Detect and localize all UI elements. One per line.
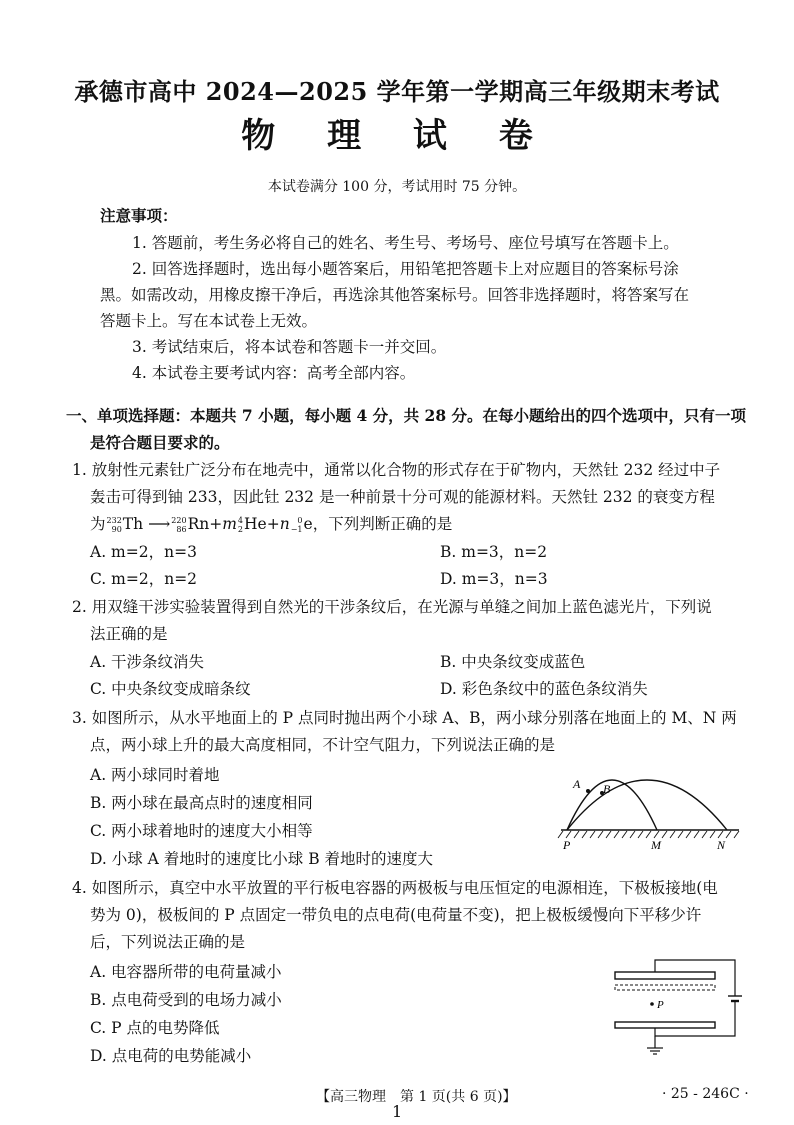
notice-item: 黑。如需改动，用橡皮擦干净后，再选涂其他答案标号。回答非选择题时，将答案写在: [100, 286, 690, 304]
question-4-text: 4. 如图所示，真空中水平放置的平行板电容器的两极板与电压恒定的电源相连，下极板接地(电: [72, 879, 718, 897]
thorium-symbol: Th: [122, 515, 144, 533]
helium-mass-number: 4: [237, 516, 244, 525]
exam-title: 承德市高中 2024—2025 学年第一学期高三年级期末考试: [74, 77, 720, 106]
option-b: B. m=3，n=2: [440, 543, 548, 561]
upper-plate: [615, 972, 715, 979]
eq-suffix: ，下列判断正确的是: [312, 515, 453, 533]
radon-mass-number: 220: [171, 516, 187, 525]
exam-info: 本试卷满分 100 分，考试用时 75 分钟。: [267, 179, 527, 195]
option-a: A. 电容器所带的电荷量减小: [90, 963, 282, 981]
option-b: B. 两小球在最高点时的速度相同: [90, 794, 313, 812]
plus-m: +m: [209, 515, 237, 533]
projectile-figure: [555, 760, 745, 855]
label-p: P: [563, 838, 571, 852]
question-1-text: 1. 放射性元素钍广泛分布在地壳中，通常以化合物的形式存在于矿物内，天然钍 232 经过中子: [72, 461, 721, 479]
electron-charge-number: −1: [290, 525, 303, 534]
lower-plate: [615, 1022, 715, 1028]
upper-plate-new-position: [615, 985, 715, 990]
label-b: B: [603, 782, 611, 796]
subject-title: 物 理 试 卷: [241, 116, 553, 156]
radon-symbol: Rn: [187, 515, 210, 533]
option-d: D. m=3，n=3: [440, 570, 548, 588]
option-d: D. 彩色条纹中的蓝色条纹消失: [440, 680, 648, 698]
notice-item: 1. 答题前，考生务必将自己的姓名、考生号、考场号、座位号填写在答题卡上。: [132, 234, 679, 252]
trajectory-b: [567, 780, 727, 830]
option-c: C. P 点的电势降低: [90, 1019, 220, 1037]
label-n: N: [717, 838, 726, 852]
plus-n: +n: [266, 515, 290, 533]
option-c: C. m=2，n=2: [90, 570, 198, 588]
question-1-text: 轰击可得到铀 233，因此钍 232 是一种前景十分可观的能源材料。天然钍 232 的衰变方程: [90, 488, 715, 506]
option-a: A. 两小球同时着地: [90, 766, 220, 784]
notice-item: 答题卡上。写在本试卷上无效。: [100, 312, 318, 330]
decay-equation: [90, 512, 452, 534]
trajectory-a: [567, 780, 657, 830]
notice-item: 4. 本试卷主要考试内容：高考全部内容。: [132, 364, 416, 382]
thorium-atomic-number: 90: [111, 525, 122, 534]
section-heading: 一、单项选择题：本题共 7 小题，每小题 4 分，共 28 分。在每小题给出的四个选项中，只有一项: [66, 406, 747, 425]
option-a: A. 干涉条纹消失: [90, 653, 205, 671]
capacitor-figure: [605, 952, 755, 1064]
radon-atomic-number: 86: [176, 525, 187, 534]
page-number: 1: [392, 1102, 403, 1121]
arrow: ⟶: [148, 515, 171, 533]
footer-center: 【高三物理 第 1 页(共 6 页)】: [316, 1089, 517, 1105]
notice-item: 3. 考试结束后，将本试卷和答题卡一并交回。: [132, 338, 447, 356]
label-m: M: [651, 838, 661, 852]
label-p: P: [657, 999, 664, 1011]
option-b: B. 中央条纹变成蓝色: [440, 653, 586, 671]
question-4-text: 势为 0)，极板间的 P 点固定一带负电的点电荷(电荷量不变)，把上极板缓慢向下平移少许: [90, 906, 702, 924]
electron-symbol: e: [303, 515, 313, 533]
option-d: D. 小球 A 着地时的速度比小球 B 着地时的速度大: [90, 850, 434, 868]
eq-prefix: 为: [90, 515, 106, 533]
helium-atomic-number: 2: [237, 525, 244, 534]
label-a: A: [573, 777, 581, 791]
section-heading-cont: 是符合题目要求的。: [90, 433, 230, 452]
option-c: C. 两小球着地时的速度大小相等: [90, 822, 313, 840]
electron-mass-number: 0: [297, 516, 303, 525]
question-4-text: 后，下列说法正确的是: [90, 933, 246, 951]
footer-code: · 25 - 246C ·: [662, 1086, 749, 1102]
question-2-text: 法正确的是: [90, 625, 168, 643]
option-c: C. 中央条纹变成暗条纹: [90, 680, 251, 698]
question-2-text: 2. 用双缝干涉实验装置得到自然光的干涉条纹后，在光源与单缝之间加上蓝色滤光片，下列说: [72, 598, 712, 616]
thorium-mass-number: 232: [106, 516, 122, 525]
helium-symbol: He: [244, 515, 267, 533]
option-d: D. 点电荷的电势能减小: [90, 1047, 252, 1065]
question-3-text: 点，两小球上升的最大高度相同，不计空气阻力，下列说法正确的是: [90, 736, 556, 754]
question-3-text: 3. 如图所示，从水平地面上的 P 点同时抛出两个小球 A、B，两小球分别落在地面上的 M、N 两: [72, 709, 737, 727]
option-b: B. 点电荷受到的电场力减小: [90, 991, 282, 1009]
notice-item: 2. 回答选择题时，选出每小题答案后，用铅笔把答题卡上对应题目的答案标号涂: [132, 260, 679, 278]
notice-heading: 注意事项：: [100, 206, 178, 225]
option-a: A. m=2，n=3: [90, 543, 197, 561]
point-charge: [650, 1002, 654, 1006]
